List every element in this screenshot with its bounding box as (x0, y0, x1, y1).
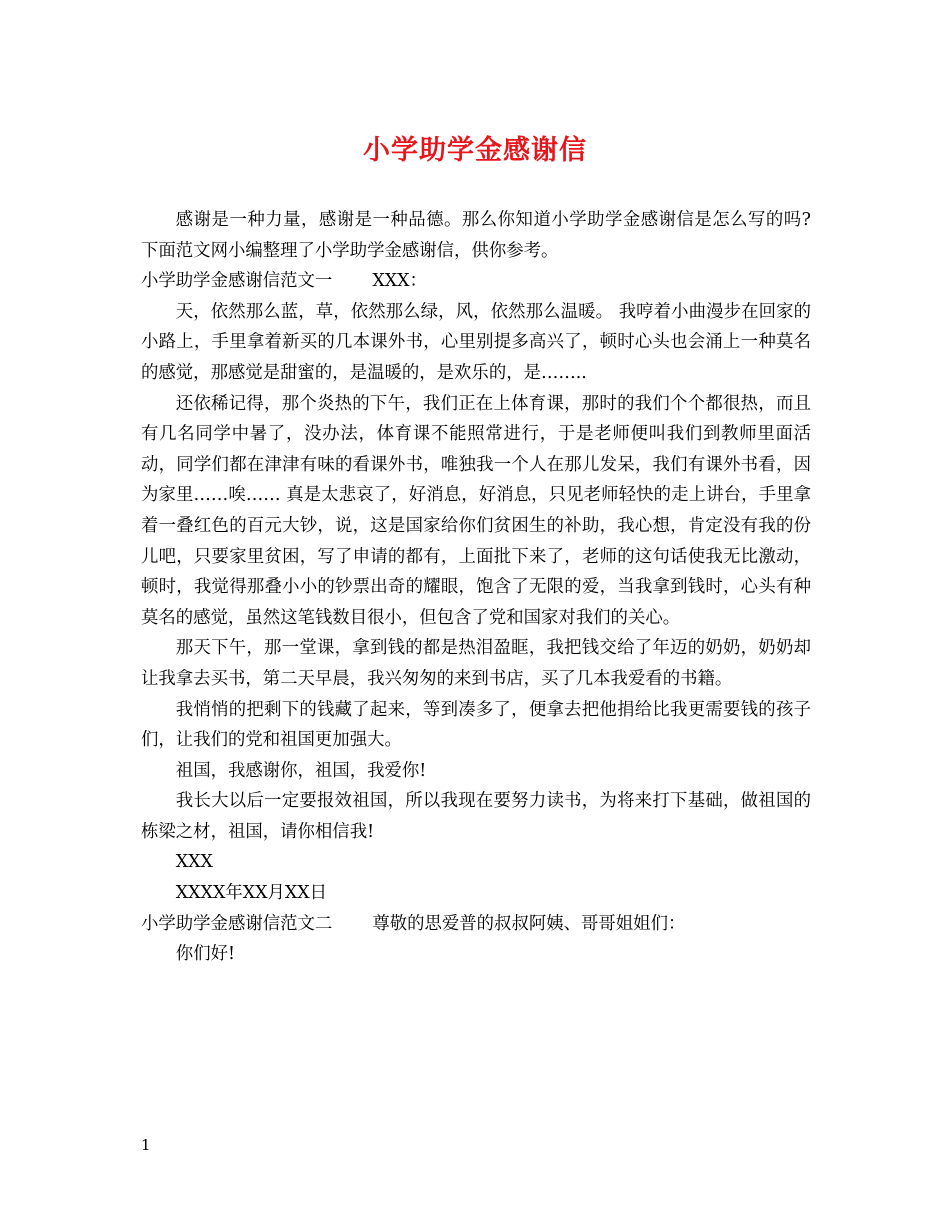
body-paragraph: 我悄悄的把剩下的钱藏了起来，等到凑多了，便拿去把他捐给比我更需要钱的孩子们，让我们的党和祖国更加强大。 (141, 699, 811, 751)
document-body (141, 205, 811, 970)
body-paragraph: 那天下午，那一堂课，拿到钱的都是热泪盈眶，我把钱交给了年迈的奶奶，奶奶却让我拿去买书，第二天早晨，我兴匆匆的来到书店，买了几本我爱看的书籍。 (141, 638, 811, 689)
body-paragraph: 天，依然那么蓝，草，依然那么绿，风，依然那么温暖。 我哼着小曲漫步在回家的小路上，手里拿着新买的几本课外书，心里别提多高兴了，顿时心头也会涌上一种莫名的感觉，那感觉是甜蜜的，是温暖的，是欢乐的，是…….. (141, 301, 811, 383)
sample1-heading: 小学助学金感谢信范文一 (141, 271, 333, 292)
sample2-heading-line (141, 909, 811, 940)
sample2-greeting: 你们好! (175, 944, 235, 965)
signature: XXX (175, 852, 213, 873)
intro-paragraph: 感谢是一种力量，感谢是一种品德。那么你知道小学助学金感谢信是怎么写的吗?下面范文网小编整理了小学助学金感谢信，供你参考。 (141, 210, 811, 261)
date: XXXX年XX月XX日 (175, 883, 328, 904)
document-title: 小学助学金感谢信 (363, 135, 587, 166)
page-number: 1 (141, 1136, 151, 1154)
sample1-salutation: XXX： (372, 271, 427, 292)
sample2-heading: 小学助学金感谢信范文二 (141, 913, 333, 934)
body-paragraph: 我长大以后一定要报效祖国，所以我现在要努力读书，为将来打下基础，做祖国的栋梁之材，祖国，请你相信我! (141, 791, 811, 842)
sample1-heading-line (141, 266, 811, 297)
body-paragraph: 还依稀记得，那个炎热的下午，我们正在上体育课，那时的我们个个都很热，而且有几名同学中暑了，没办法，体育课不能照常进行，于是老师便叫我们到教师里面活动，同学们都在津津有味的看课外书，唯独我一个人在那儿发呆，我们有课外书看，因为家里……唉…… 真是太悲哀了，好消息，好消息，只见老师轻快的走上讲台，手里拿着一叠红色的百元大钞，说，这是国家给你们贫困生的补助，我心想，肯定没有我的份儿吧，只要家里贫困，写了申请的都有，上面批下来了，老师的这句话使我无比激动，顿时，我觉得那叠小小的钞票出奇的耀眼，饱含了无限的爱，当我拿到钱时，心头有种莫名的感觉，虽然这笔钱数目很小，但包含了党和国家对我们的关心。 (141, 393, 811, 628)
sample2-salutation: 尊敬的思爱普的叔叔阿姨、哥哥姐姐们： (372, 913, 686, 934)
body-paragraph: 祖国，我感谢你，祖国，我爱你! (175, 760, 427, 781)
